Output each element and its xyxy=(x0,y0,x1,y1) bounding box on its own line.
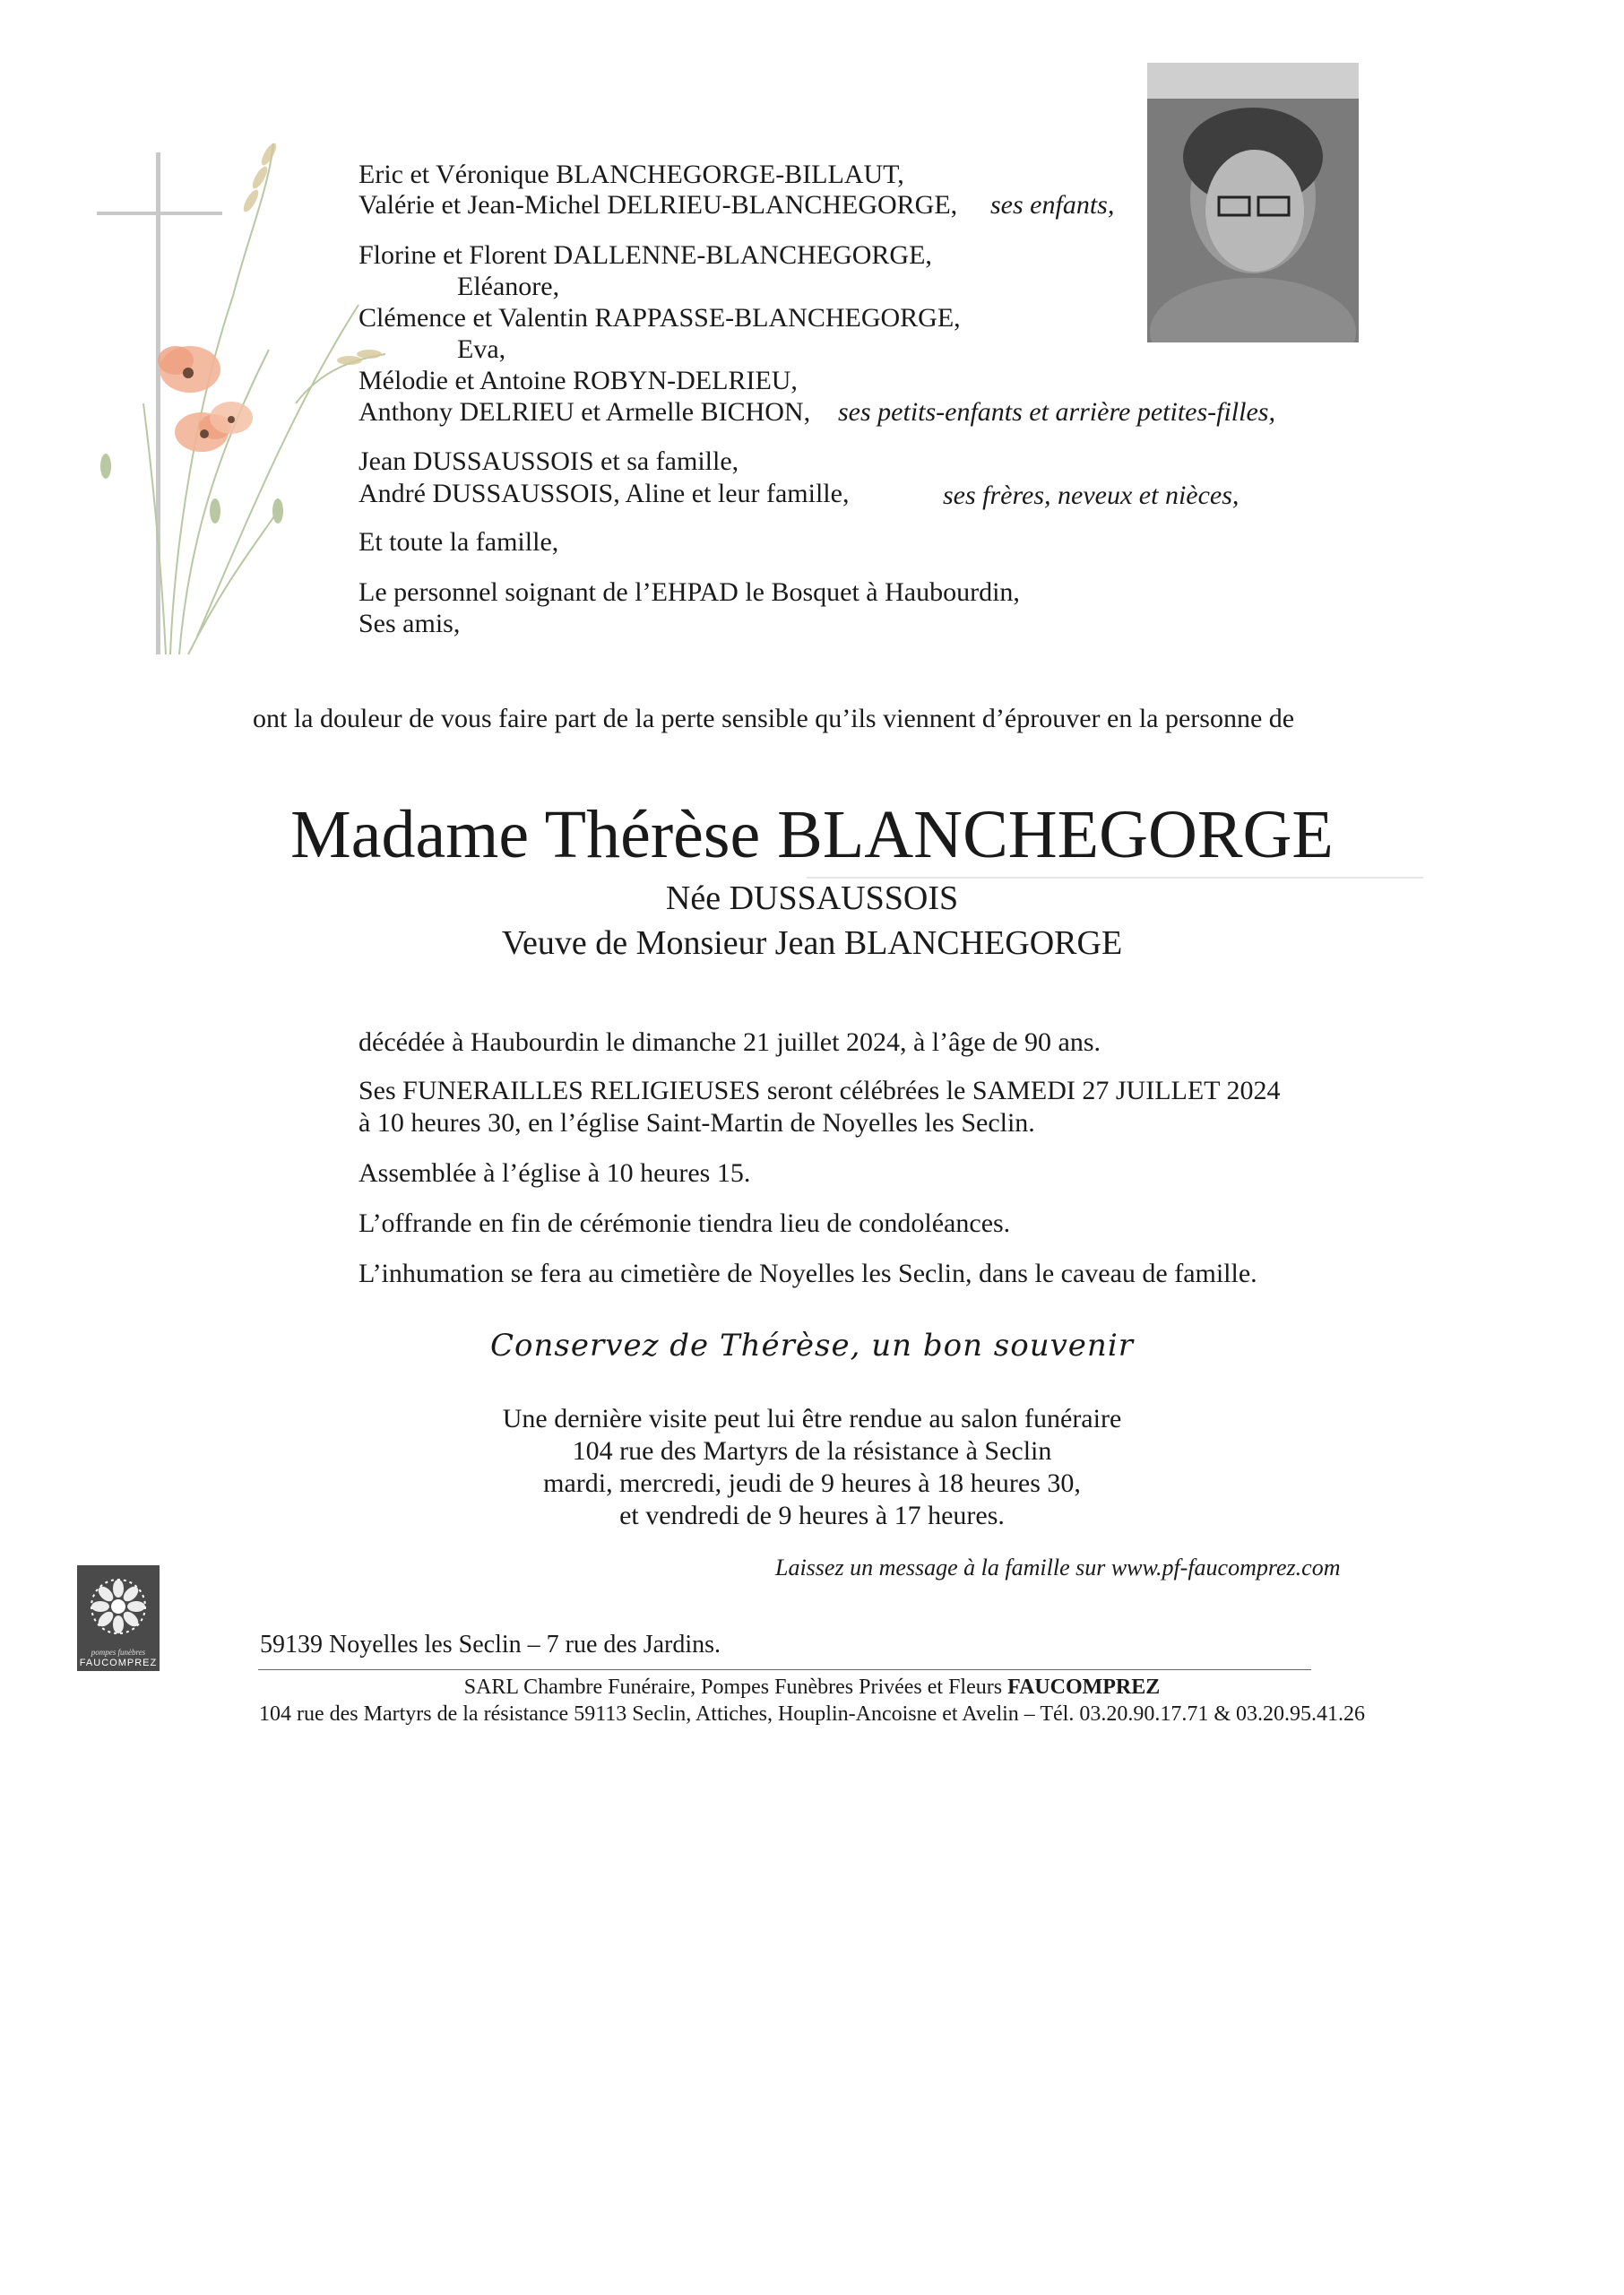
poppy-flower-icon xyxy=(158,346,220,393)
visit-line: 104 rue des Martyrs de la résistance à Seclin xyxy=(572,1436,1052,1466)
logo-tagline: pompes funèbres xyxy=(91,1648,146,1657)
staff-line: Le personnel soignant de l’EHPAD le Bosquet à Haubourdin, xyxy=(358,577,1020,607)
visit-line: mardi, mercredi, jeudi de 9 heures à 18 heures 30, xyxy=(543,1468,1081,1498)
cross-poppies-illustration xyxy=(90,134,385,663)
family-grandchildren-line: Florine et Florent DALLENNE-BLANCHEGORGE, xyxy=(358,240,932,270)
logo-name: FAUCOMPREZ xyxy=(79,1658,158,1668)
residence-address: 59139 Noyelles les Seclin – 7 rue des Jardins. xyxy=(260,1631,721,1658)
friends-line: Ses amis, xyxy=(358,609,461,638)
widow-of: Veuve de Monsieur Jean BLANCHEGORGE xyxy=(501,924,1123,962)
funeral-details: à 10 heures 30, en l’église Saint-Martin de Noyelles les Seclin. xyxy=(358,1108,1035,1138)
family-grandchildren-line: Eléanore, xyxy=(457,272,560,301)
visit-line: et vendredi de 9 heures à 17 heures. xyxy=(619,1501,1005,1530)
portrait-photo xyxy=(1147,63,1359,342)
funeral-details: Ses FUNERAILLES RELIGIEUSES seront célébrées le SAMEDI 27 JUILLET 2024 xyxy=(358,1076,1281,1105)
burial-details: L’inhumation se fera au cimetière de Noyelles les Seclin, dans le caveau de famille. xyxy=(358,1259,1257,1288)
relation-grandchildren: ses petits-enfants et arrière petites-filles, xyxy=(838,397,1275,427)
family-children-line: Eric et Véronique BLANCHEGORGE-BILLAUT, xyxy=(358,160,904,189)
footer-company-text: SARL Chambre Funéraire, Pompes Funèbres Privées et Fleurs xyxy=(463,1676,1003,1699)
footer-brand: FAUCOMPREZ xyxy=(1007,1676,1161,1699)
footer-contact-line: 104 rue des Martyrs de la résistance 59113 Seclin, Attiches, Houplin-Ancoisne et Avelin – Tél. 03.20.90.17.71 & 03.20.95.41.26 xyxy=(258,1702,1366,1726)
family-grandchildren-line: Eva, xyxy=(457,334,506,364)
family-siblings-line: André DUSSAUSSOIS, Aline et leur famille, xyxy=(358,479,850,508)
online-message-link[interactable]: Laissez un message à la famille sur www.pf-faucomprez.com xyxy=(775,1555,1341,1581)
offering-details: L’offrande en fin de cérémonie tiendra lieu de condoléances. xyxy=(358,1208,1011,1238)
death-details: décédée à Haubourdin le dimanche 21 juillet 2024, à l’âge de 90 ans. xyxy=(358,1027,1101,1057)
family-siblings-line: Jean DUSSAUSSOIS et sa famille, xyxy=(358,446,739,476)
poppy-flower-icon xyxy=(210,402,253,434)
family-grandchildren-line: Mélodie et Antoine ROBYN-DELRIEU, xyxy=(358,366,798,395)
family-grandchildren-line: Clémence et Valentin RAPPASSE-BLANCHEGORGE, xyxy=(358,303,961,333)
relation-siblings: ses frères, neveux et nièces, xyxy=(943,481,1240,510)
relation-children: ses enfants, xyxy=(990,190,1115,220)
visit-line: Une dernière visite peut lui être rendue au salon funéraire xyxy=(502,1404,1122,1433)
family-grandchildren-line: Anthony DELRIEU et Armelle BICHON, xyxy=(358,397,811,427)
deceased-name: Madame Thérèse BLANCHEGORGE xyxy=(290,797,1334,872)
footer-company-line xyxy=(0,1675,1624,1700)
assembly-details: Assemblée à l’église à 10 heures 15. xyxy=(358,1158,751,1188)
announcement-text: ont la douleur de vous faire part de la perte sensible qu’ils viennent d’éprouver en la personne de xyxy=(253,704,1295,733)
memory-phrase: Conservez de Thérèse, un bon souvenir xyxy=(490,1328,1134,1364)
faucomprez-logo xyxy=(77,1565,160,1671)
maiden-name: Née DUSSAUSSOIS xyxy=(665,879,959,917)
whole-family-line: Et toute la famille, xyxy=(358,527,559,557)
family-children-line: Valérie et Jean-Michel DELRIEU-BLANCHEGORGE, xyxy=(358,190,958,220)
footer-divider xyxy=(258,1669,1311,1670)
